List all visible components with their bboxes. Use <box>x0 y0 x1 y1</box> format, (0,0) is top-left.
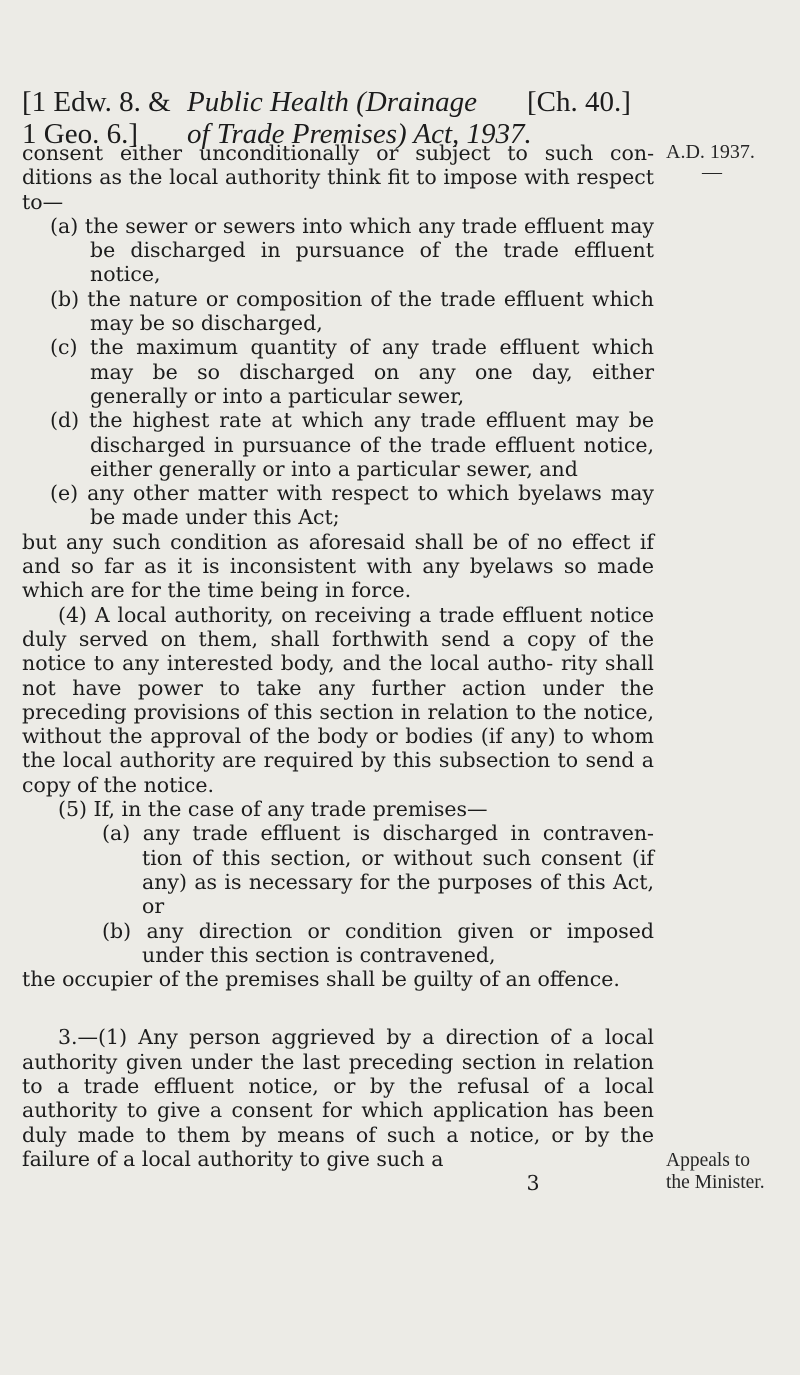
subsection-5-a: (a) any trade effluent is discharged in contraven- tion of this section, or without such consent (if any) as is necessary for the purposes of this Act, or <box>102 821 654 919</box>
margin-year-note <box>666 141 758 183</box>
subsection-5-b: (b) any direction or condition given or imposed under this section is contravened, <box>102 918 654 967</box>
paragraph-consent: consent either unconditionally or subject to such con- ditions as the local authority think fit to impose with respect to— <box>22 141 654 214</box>
header-title-line1: Public Health (Drainage <box>187 86 477 118</box>
margin-note-line2: the Minister. <box>666 1172 765 1193</box>
clause-c: (c) the maximum quantity of any trade effluent which may be so discharged on any one day, either generally or into a particular sewer, <box>50 335 654 408</box>
header-chapter: [Ch. 40.] <box>527 86 631 118</box>
header-regnal-year-line1: [1 Edw. 8. & <box>22 86 171 118</box>
page-number: 3 <box>526 1171 540 1196</box>
section-3-subsection-1: 3.—(1) Any person aggrieved by a direction of a local authority given under the last preceding section in relation to a trade effluent notice, or by the refusal of a local authority to give a consent for which application has been duly made to them by means of such a notice, or by the failure of a local authority to give such a <box>22 1025 654 1171</box>
clause-a: (a) the sewer or sewers into which any trade effluent may be discharged in pursuance of the trade effluent notice, <box>50 213 654 287</box>
paragraph-offence: the occupier of the premises shall be guilty of an offence. <box>22 967 620 992</box>
margin-dash: — <box>702 161 722 183</box>
margin-year: A.D. 1937. <box>666 141 755 163</box>
header-title-line2: of Trade Premises) Act, 1937. <box>187 118 532 150</box>
clause-d: (d) the highest rate at which any trade effluent may be discharged in pursuance of the trade effluent notice, either generally or into a particular sewer, and <box>50 408 654 481</box>
body-text <box>22 141 654 1195</box>
header-regnal-year-line2: 1 Geo. 6.] <box>22 118 138 150</box>
subsection-5: (5) If, in the case of any trade premises— <box>58 797 488 822</box>
paragraph-conditions: but any such condition as aforesaid shall be of no effect if and so far as it is inconsistent with any byelaws so made which are for the time being in force. <box>22 529 654 603</box>
clause-b: (b) the nature or composition of the trade effluent which may be so discharged, <box>50 286 654 336</box>
subsection-4: (4) A local authority, on receiving a trade effluent notice duly served on them, shall forthwith send a copy of the notice to any interested body, and the local autho- rity shall not have power to take any further action under the preceding provisions of this section in relation to the notice, without the approval of the body or bodies (if any) to whom the local authority are required by this subsection to send a copy of the notice. <box>22 602 654 797</box>
margin-note-appeals <box>666 1150 765 1194</box>
clause-e: (e) any other matter with respect to which byelaws may be made under this Act; <box>50 481 654 530</box>
margin-note-line1: Appeals to <box>666 1150 750 1171</box>
